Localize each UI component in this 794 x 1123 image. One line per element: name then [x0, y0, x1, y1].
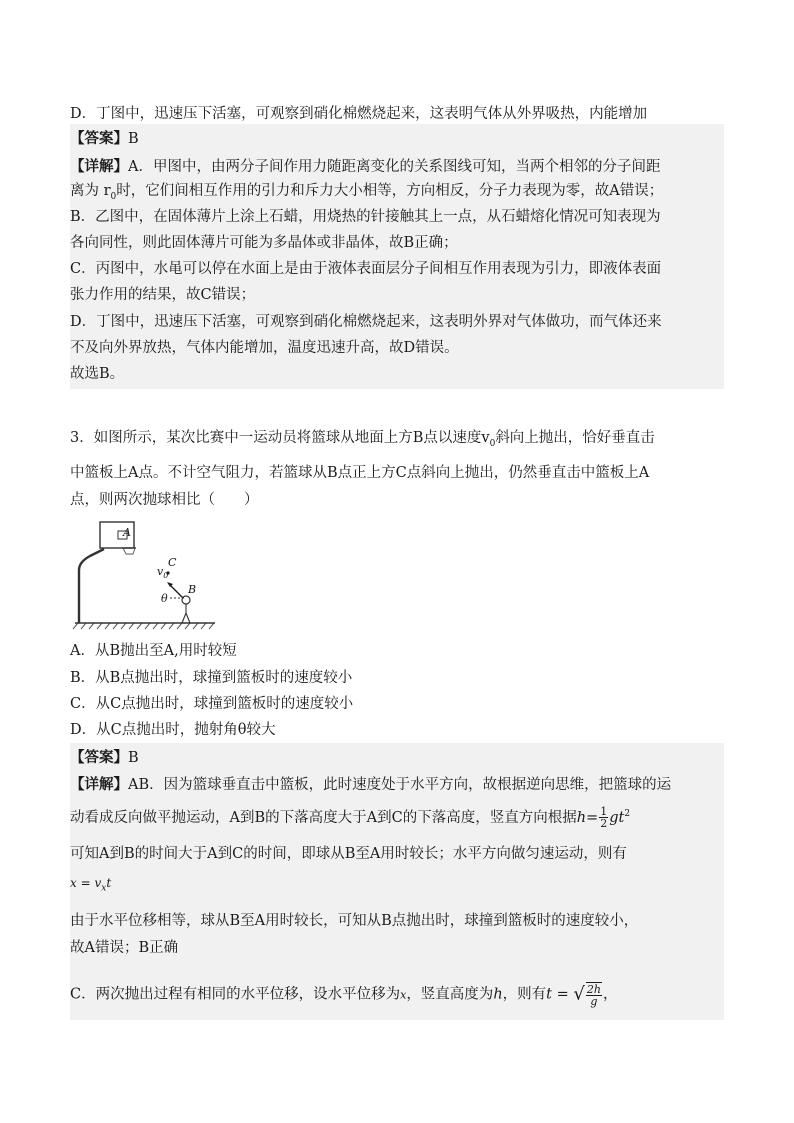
answer-value: B [128, 750, 139, 766]
velocity-arrow [169, 584, 183, 598]
q2-detail-line-8: 不及向外界放热，气体内能增加，温度迅速升高，故D错误。 [70, 340, 459, 356]
q2-detail-line-1: 【详解】A．甲图中，由两分子间作用力随距离变化的关系图线可知，当两个相邻的分子间距 [70, 158, 661, 175]
q2-detail-line-3: B．乙图中，在固体薄片上涂上石蜡，用烧热的针接触其上一点，从石蜡熔化情况可知表现为 [70, 209, 661, 225]
sqrt-2h-over-g: √ $\frac{2h}{g}$ [573, 983, 601, 1008]
answer-label: 【答案】 [70, 749, 128, 766]
q3-answer [70, 748, 725, 768]
label-a: A [123, 526, 131, 539]
answer-label: 【答案】 [70, 130, 128, 147]
q2-detail-line-4: 各向同性，则此固体薄片可能为多晶体或非晶体，故B正确； [70, 235, 458, 251]
q2-option-d: D．丁图中，迅速压下活塞，可观察到硝化棉燃烧起来，这表明气体从外界吸热，内能增加 [70, 106, 648, 122]
ball-b [182, 596, 190, 604]
q2-detail-line-5: C．丙图中，水黾可以停在水面上是由于液体表面层分子间相互作用表现为引力，即液体表面 [70, 261, 662, 277]
q3-detail-line-2: 动看成反向做平抛运动，A到B的下落高度大于A到C的下落高度，竖直方向根据h= $\frac{1}{2}$ $gt^2$ [70, 805, 631, 831]
hoop-post [79, 549, 104, 623]
q2-detail-line-7: D．丁图中，迅速压下活塞，可观察到硝化棉燃烧起来，这表明外界对气体做功，而气体还来 [70, 314, 662, 330]
label-c: C [168, 556, 177, 569]
q3-detail-line-7: C．两次抛出过程有相同的水平位移，设水平位移为x，竖直高度为h，则有t = √ $\frac{2h}{g}$ ， [70, 983, 618, 1008]
q2-answer [70, 129, 725, 149]
q2-detail-line-6: 张力作用的结果，故C错误； [70, 287, 256, 303]
q3-detail-line-3: 可知A到B的时间大于A到C的时间，即球从B至A用时较长；水平方向做匀速运动，则有 [70, 846, 627, 862]
ground-hatch [73, 623, 214, 629]
q3-stem-line-2: 中篮板上A点。不计空气阻力，若篮球从B点正上方C点斜向上抛出，仍然垂直击中篮板上A [70, 465, 650, 481]
net [123, 548, 135, 554]
q2-detail-line-9: 故选B。 [70, 366, 125, 382]
q3-option-b: B．从B点抛出时，球撞到篮板时的速度较小 [70, 670, 353, 686]
basketball-figure [70, 514, 220, 634]
athlete-leg-left [182, 613, 186, 623]
q3-detail-line-5: 由于水平位移相等，球从B至A用时较长，可知从B点抛出时，球撞到篮板时的速度较小， [70, 913, 639, 929]
label-b: B [188, 583, 197, 596]
q3-option-d: D．从C点抛出时，抛射角θ较大 [70, 722, 276, 738]
q3-detail-line-6: 故A错误；B正确 [70, 940, 179, 956]
detail-label: 【详解】 [70, 776, 128, 793]
label-theta: θ [161, 592, 168, 605]
q3-stem-line-1: 3．如图所示，某次比赛中一运动员将篮球从地面上方B点以速度$v_0$斜向上抛出，恰好垂直击 [70, 430, 655, 449]
q2-detail-line-2: 离为 $r_0$时，它们间相互作用的引力和斥力大小相等，方向相反，分子力表现为零，故A错误； [70, 183, 664, 202]
answer-value: B [128, 131, 139, 147]
label-v0: $v_0$ [157, 565, 169, 580]
q3-stem-line-3: 点，则两次抛球相比（ ） [70, 492, 259, 508]
q3-detail-line-4: $x = v_xt$ [70, 876, 112, 894]
q3-option-c: C．从C点抛出时，球撞到篮板时的速度较小 [70, 696, 354, 712]
fraction-one-half: $\frac{1}{2}$ [600, 805, 608, 831]
detail-label: 【详解】 [70, 158, 128, 175]
q3-detail-line-1: 【详解】AB．因为篮球垂直击中篮板，此时速度处于水平方向，故根据逆向思维，把篮球的运 [70, 776, 672, 793]
q3-option-a: A．从B抛出至A,用时较短 [70, 643, 237, 659]
athlete-leg-right [186, 613, 190, 623]
